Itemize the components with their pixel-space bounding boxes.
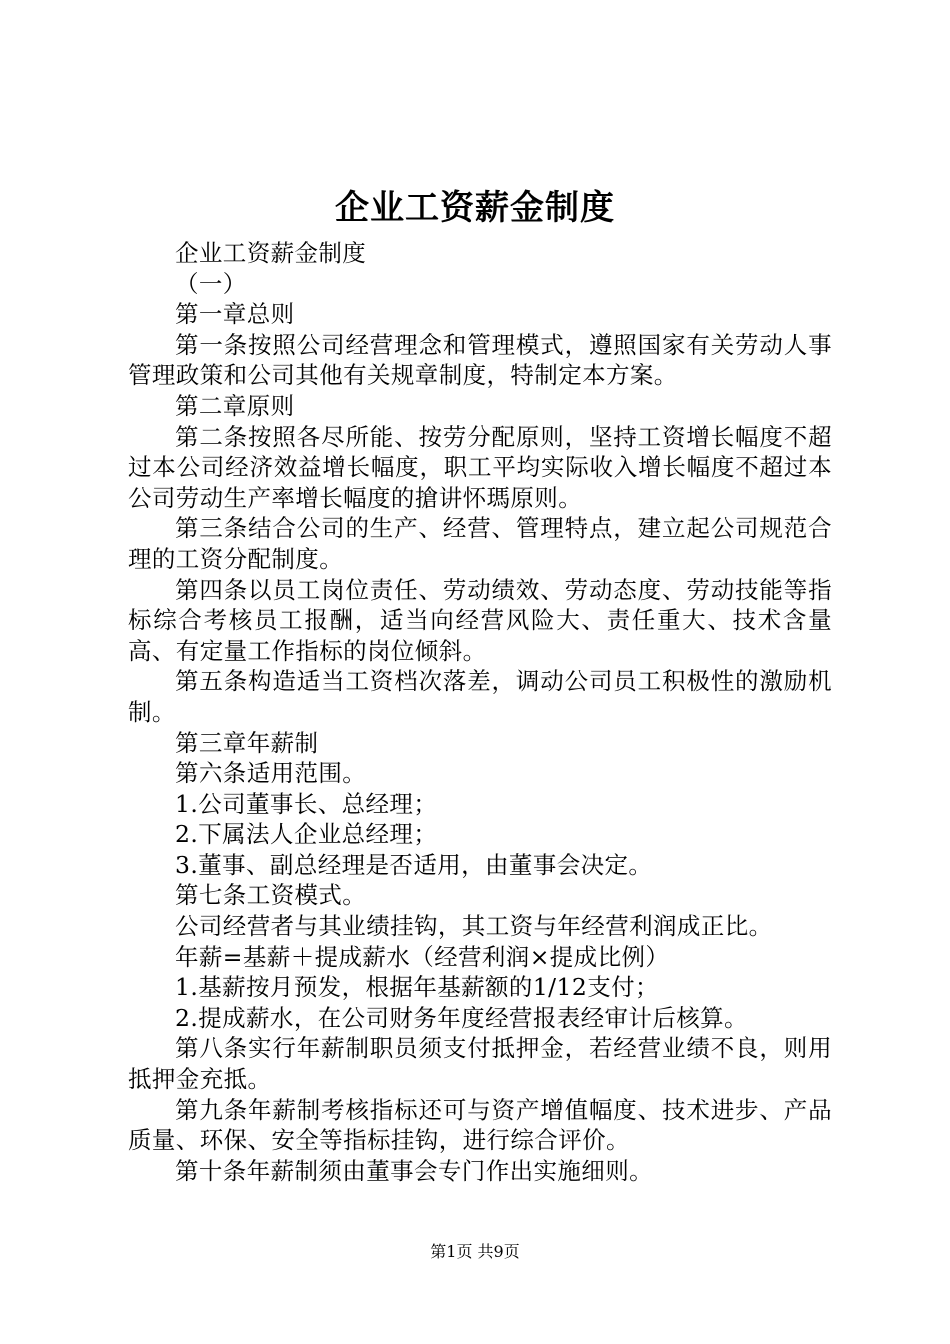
document-body xyxy=(128,238,832,1186)
page-number: 第1页 共9页 xyxy=(430,1242,520,1261)
article-paragraph: 第二条按照各尽所能、按劳分配原则，坚持工资增长幅度不超过本公司经济效益增长幅度，职工平均实际收入增长幅度不超过本公司劳动生产率增长幅度的搶讲怀瑪原则。 xyxy=(128,422,832,512)
article-paragraph: 第十条年薪制须由董事会专门作出实施细则。 xyxy=(175,1156,653,1185)
article-paragraph: 第九条年薪制考核指标还可与资产增值幅度、技术进步、产品质量、环保、安全等指标挂钩，进行综合评价。 xyxy=(128,1095,832,1155)
article-paragraph: 第三条结合公司的生产、经营、管理特点，建立起公司规范合理的工资分配制度。 xyxy=(128,514,832,573)
chapter-heading: 第一章总则 xyxy=(175,300,295,329)
formula-line: 年薪=基薪＋提成薪水（经营利润×提成比例） xyxy=(175,942,670,971)
paragraph: （一） xyxy=(175,269,247,298)
article-paragraph: 第七条工资模式。 xyxy=(175,881,367,910)
list-item: 1.公司董事长、总经理； xyxy=(175,789,438,818)
list-item: 3.董事、副总经理是否适用，由董事会决定。 xyxy=(175,850,653,879)
article-paragraph: 第六条适用范围。 xyxy=(175,759,367,788)
paragraph: 企业工资薪金制度 xyxy=(175,239,367,267)
list-item: 2.提成薪水，在公司财务年度经营报表经审计后核算。 xyxy=(175,1003,748,1032)
paragraph: 公司经营者与其业绩挂钩，其工资与年经营利润成正比。 xyxy=(175,912,773,941)
article-paragraph: 第八条实行年薪制职员须支付抵押金，若经营业绩不良，则用抵押金充抵。 xyxy=(128,1034,832,1094)
article-paragraph: 第五条构造适当工资档次落差，调动公司员工积极性的激励机制。 xyxy=(128,667,832,726)
list-item: 2.下属法人企业总经理； xyxy=(175,820,438,849)
chapter-heading: 第二章原则 xyxy=(175,391,295,420)
chapter-heading: 第三章年薪制 xyxy=(175,728,319,757)
article-paragraph: 第四条以员工岗位责任、劳动绩效、劳动态度、劳动技能等指标综合考核员工报酬，适当向经营风险大、责任重大、技术含量高、有定量工作指标的岗位倾斜。 xyxy=(128,575,832,665)
article-paragraph: 第一条按照公司经营理念和管理模式，遵照国家有关劳动人事管理政策和公司其他有关规章制度，特制定本方案。 xyxy=(128,330,832,390)
list-item: 1.基薪按月预发，根据年基薪额的1/12支付； xyxy=(175,973,659,1002)
document-title: 企业工资薪金制度 xyxy=(335,188,615,228)
